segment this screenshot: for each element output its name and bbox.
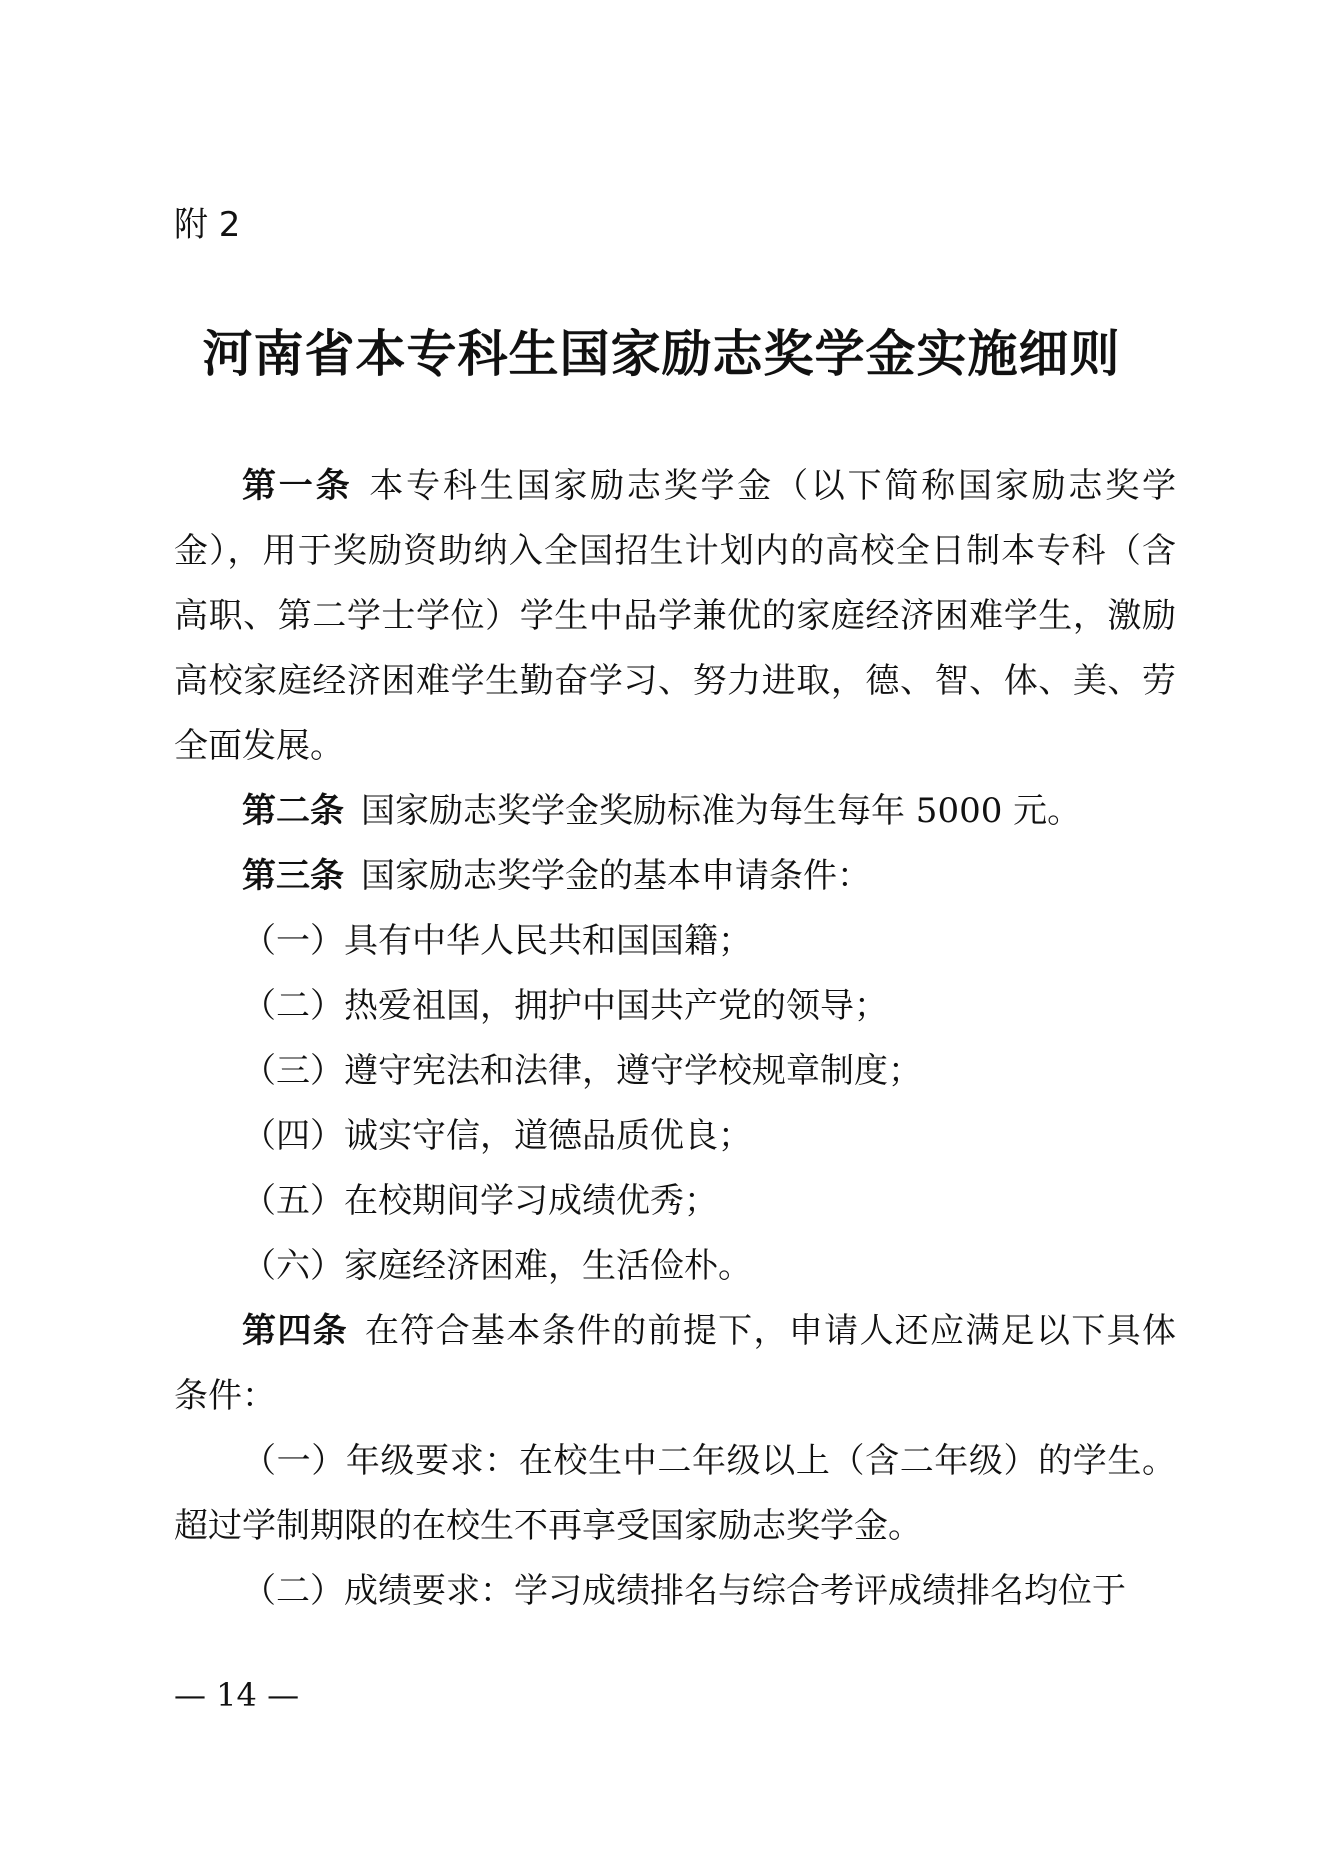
article-1 [174, 454, 1176, 779]
basic-condition-item: （四）诚实守信，道德品质优良； [242, 1116, 752, 1156]
basic-condition-item: （六）家庭经济困难，生活俭朴。 [242, 1246, 752, 1286]
document-title: 河南省本专科生国家励志奖学金实施细则 [202, 325, 1121, 383]
article-2 [174, 779, 1176, 844]
article-label: 第二条 [242, 791, 344, 831]
attachment-label: 附 2 [174, 205, 241, 245]
document-body [174, 454, 1176, 1624]
article-text: 国家励志奖学金奖励标准为每生每年 5000 元。 [361, 791, 1082, 831]
specific-condition-item: （一）年级要求：在校生中二年级以上（含二年级）的学生。超过学制期限的在校生不再享受国家励志奖学金。 [174, 1441, 1176, 1546]
basic-condition-item: （一）具有中华人民共和国国籍； [242, 921, 752, 961]
article-text: 在符合基本条件的前提下，申请人还应满足以下具体条件： [174, 1311, 1177, 1416]
specific-condition-item: （二）成绩要求：学习成绩排名与综合考评成绩排名均位于 [242, 1571, 1126, 1611]
article-label: 第四条 [242, 1311, 348, 1351]
article-text: 国家励志奖学金的基本申请条件： [361, 856, 871, 896]
basic-condition-item: （五）在校期间学习成绩优秀； [242, 1181, 718, 1221]
basic-condition-item: （三）遵守宪法和法律，遵守学校规章制度； [242, 1051, 922, 1091]
article-label: 第一条 [242, 466, 353, 506]
article-3 [174, 844, 1176, 909]
page-number: — 14 — [174, 1676, 300, 1714]
article-text: 本专科生国家励志奖学金（以下简称国家励志奖学金），用于奖励资助纳入全国招生计划内的高校全日制本专科（含高职、第二学士学位）学生中品学兼优的家庭经济困难学生，激励高校家庭经济困难学生勤奋学习、努力进取，德、智、体、美、劳全面发展。 [174, 466, 1176, 766]
basic-condition-item: （二）热爱祖国，拥护中国共产党的领导； [242, 986, 888, 1026]
article-4 [174, 1299, 1176, 1429]
article-label: 第三条 [242, 856, 344, 896]
